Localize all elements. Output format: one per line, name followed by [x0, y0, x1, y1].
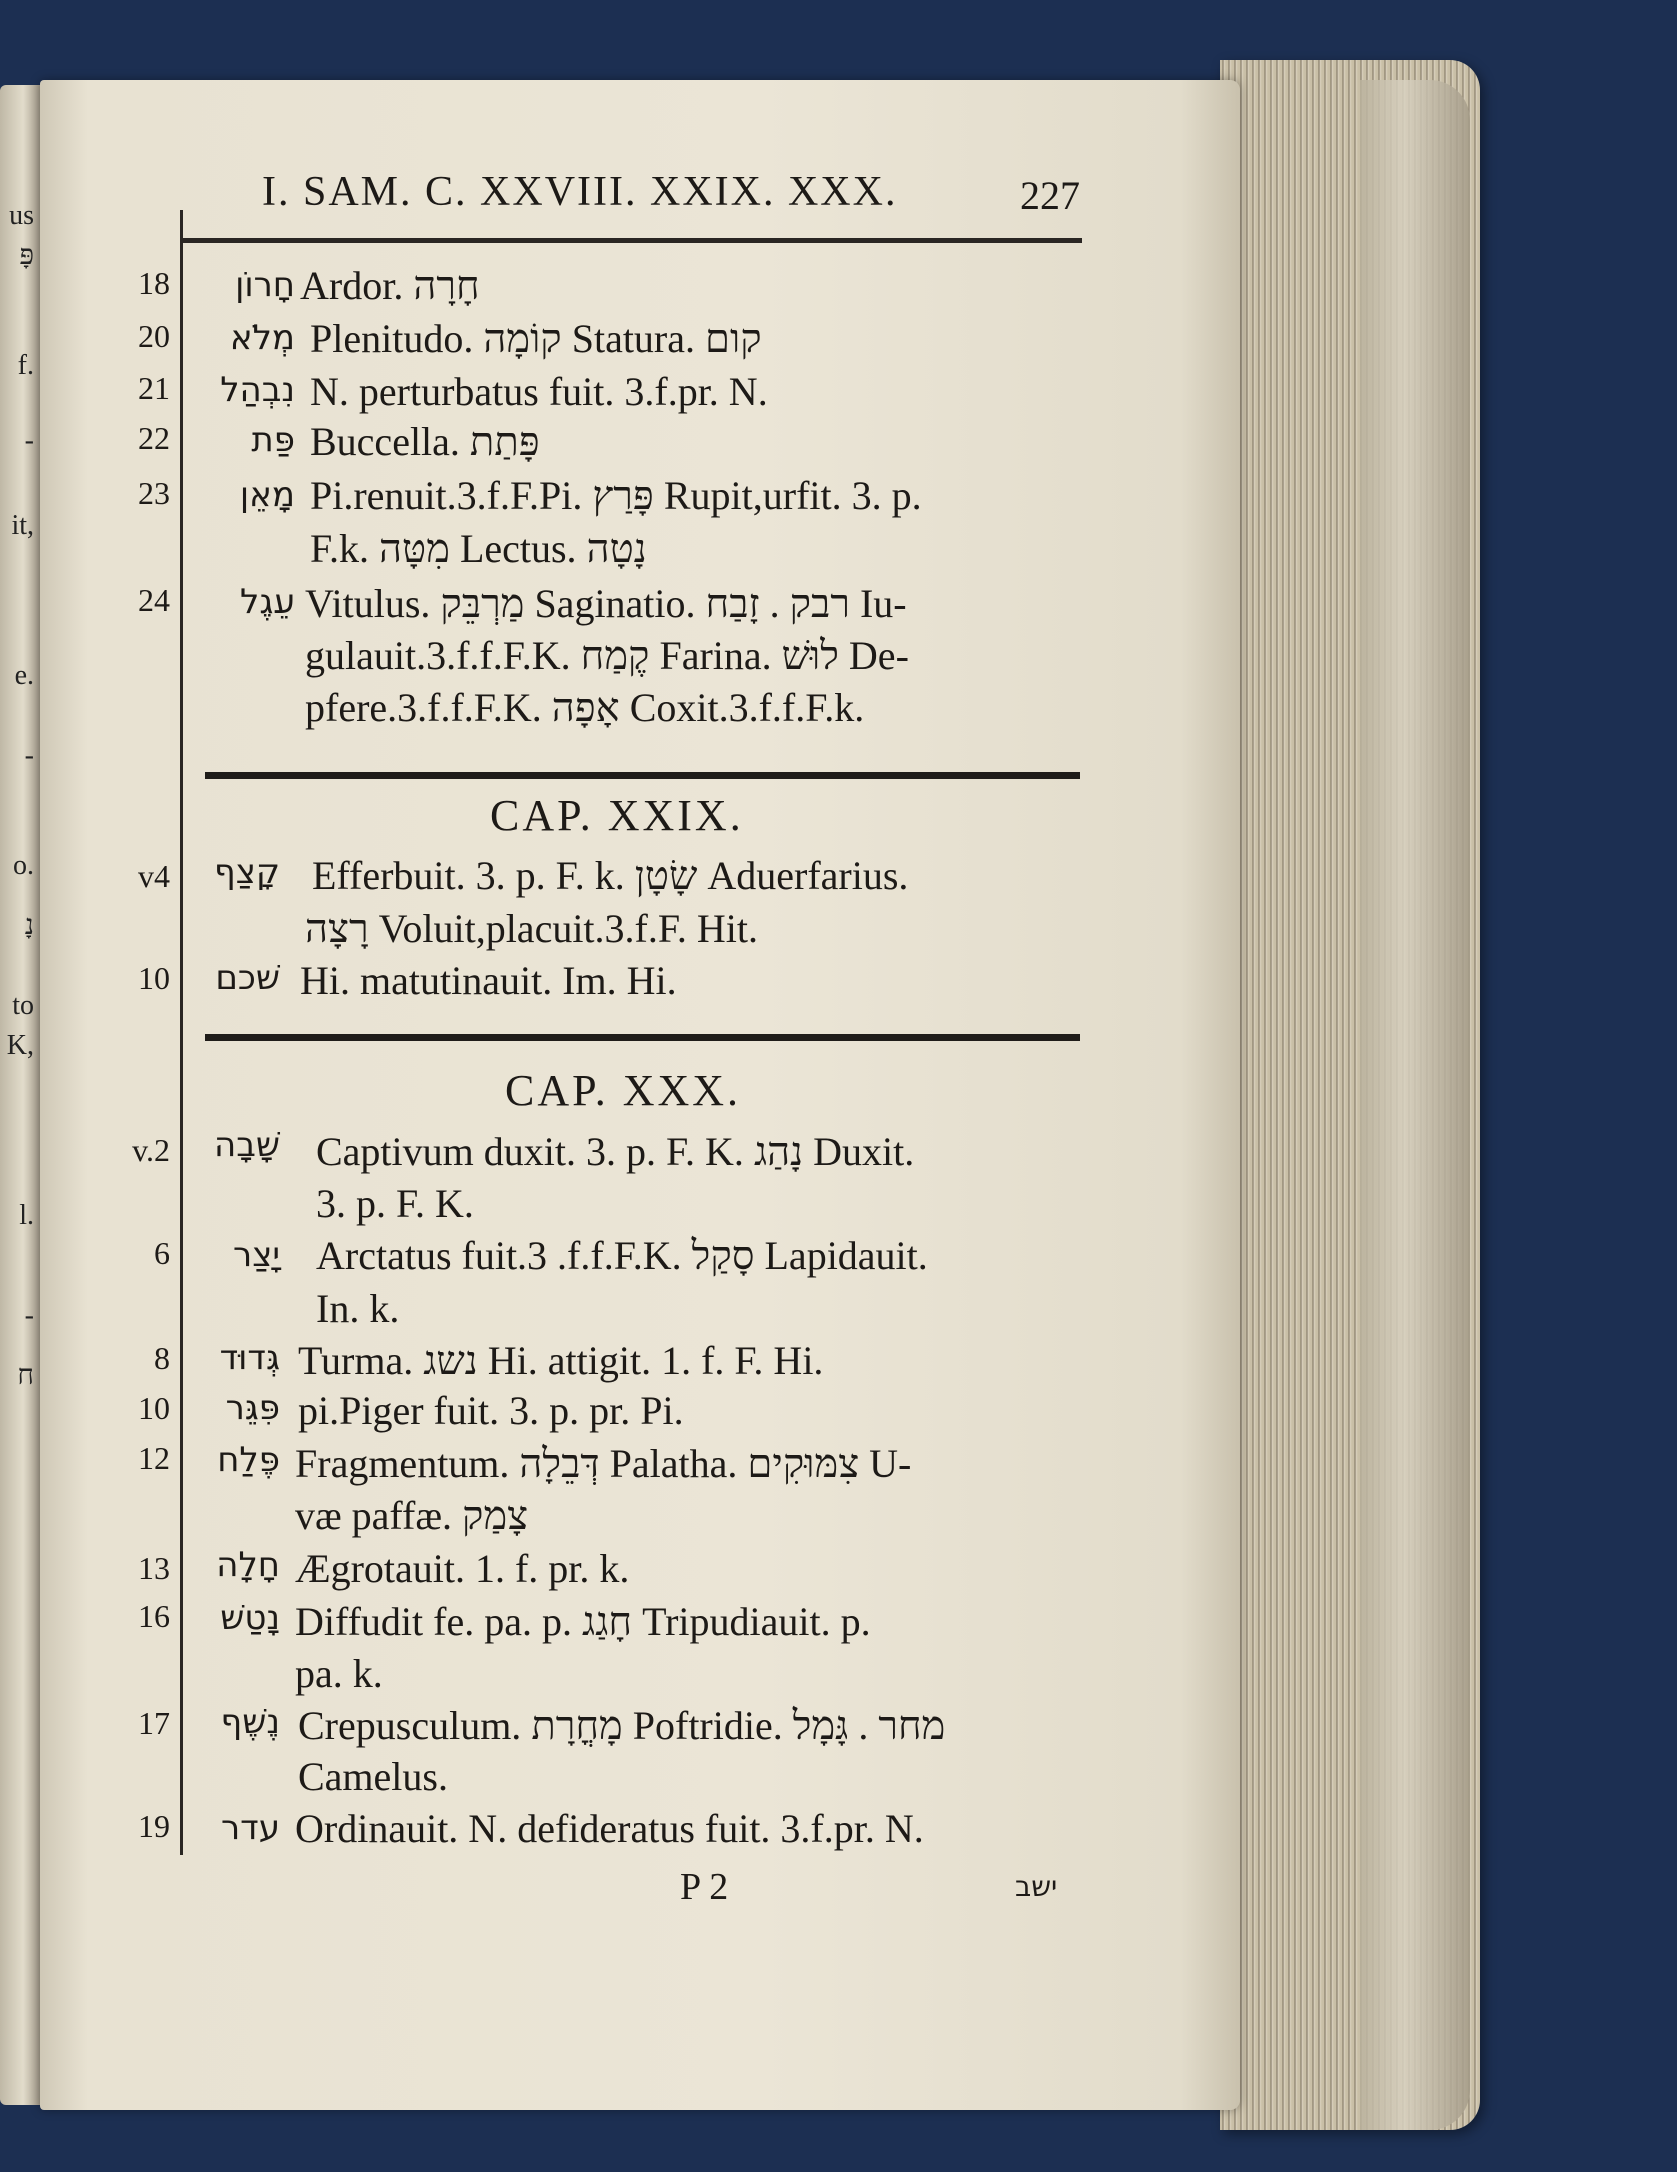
chapter-30-heading: CAP. XXX. [505, 1066, 742, 1115]
hebrew-headword: פֶּלַח [217, 1440, 280, 1480]
verse-number: v.2 [132, 1132, 170, 1168]
verse-number: 12 [138, 1440, 170, 1476]
verse-number: 19 [138, 1808, 170, 1844]
fragment: e. [14, 660, 34, 691]
hebrew-headword: פַּת [251, 420, 295, 460]
fragment: - [24, 740, 34, 771]
hebrew-headword: שׁכם [215, 958, 280, 998]
verse-number: 20 [138, 318, 170, 354]
gloss-line: 3. p. F. K. [316, 1181, 474, 1226]
hebrew-headword: יָצַר [233, 1235, 280, 1275]
fragment: it, [11, 510, 34, 541]
verse-number: 16 [138, 1598, 170, 1634]
gloss-line: Camelus. [298, 1754, 448, 1799]
verse-number: 17 [138, 1705, 170, 1741]
hebrew-headword: עֵגֶל [240, 582, 295, 622]
gloss-line: pfere.3.f.f.F.K. אָפָה Coxit.3.f.f.F.k. [305, 685, 865, 730]
fragment: K, [6, 1030, 34, 1061]
verse-number: 22 [138, 420, 170, 456]
gloss-line: Ordinauit. N. defideratus fuit. 3.f.pr. N. [295, 1806, 924, 1851]
signature-mark: P 2 [680, 1866, 729, 1908]
gloss-line: In. k. [316, 1286, 400, 1331]
verse-number: 23 [138, 475, 170, 511]
header-rule [182, 238, 1082, 243]
hebrew-headword: שָׁבָה [214, 1125, 280, 1165]
fragment: - [24, 425, 34, 456]
catchword: ישב [1015, 1870, 1058, 1903]
gloss-line: gulauit.3.f.f.F.K. קֶמַח Farina. לוּשׁ De- [305, 633, 909, 678]
verse-number: 10 [138, 960, 170, 996]
gloss-line: Captivum duxit. 3. p. F. K. נָהַג Duxit. [316, 1129, 915, 1174]
verse-number: 6 [154, 1235, 170, 1271]
fragment: נָ [24, 910, 34, 941]
gloss-line: Buccella. פָּתַת [310, 419, 540, 464]
gloss-line: pi.Piger fuit. 3. p. pr. Pi. [298, 1388, 684, 1433]
verse-number: v4 [138, 858, 170, 894]
hebrew-headword: גְּדוּד [219, 1338, 280, 1378]
hebrew-headword: נֶשֶׁף [220, 1702, 280, 1742]
gloss-line: Vitulus. מַרְבֵּק Saginatio. רבק . זָבַח Iu- [305, 581, 907, 626]
gloss-line: Plenitudo. קוֹמָה Statura. קום [310, 316, 762, 361]
gloss-line: F.k. מִטָּה Lectus. נָטָה [310, 526, 647, 571]
fragment: to [12, 990, 34, 1021]
fragment: l. [19, 1200, 34, 1231]
gloss-line: N. perturbatus fuit. 3.f.pr. N. [310, 369, 768, 414]
hebrew-headword: מְלֹא [229, 318, 295, 358]
hebrew-headword: פִּגֵּר [225, 1388, 280, 1428]
gloss-line: Hi. matutinauit. Im. Hi. [300, 958, 677, 1003]
gloss-line: Fragmentum. דְּבֵלָה Palatha. צִמּוּקִים U- [295, 1441, 912, 1486]
fragment: o. [13, 850, 34, 881]
hebrew-headword: נָטַשׁ [220, 1598, 280, 1638]
chapter-29-heading: CAP. XXIX. [490, 791, 744, 840]
gloss-line: Efferbuit. 3. p. F. k. שָׂטָן Aduerfarius. [312, 853, 909, 898]
fragment: ח [17, 1360, 34, 1391]
verse-number: 18 [138, 265, 170, 301]
gloss-line: Diffudit fe. pa. p. חָגַג Tripudiauit. p. [295, 1599, 871, 1644]
gloss-line: Arctatus fuit.3 .f.f.F.K. סָקַל Lapidauit. [316, 1233, 928, 1278]
verse-number: 10 [138, 1390, 170, 1426]
fragment: f. [17, 350, 34, 381]
verse-number: 13 [138, 1550, 170, 1586]
chapter-separator-rule [205, 772, 1080, 779]
gloss-line: Ardor. חָרָה [300, 263, 480, 308]
verse-number: 8 [154, 1340, 170, 1376]
fragment: - [24, 1300, 34, 1331]
gloss-line: Ægrotauit. 1. f. pr. k. [295, 1546, 630, 1591]
verse-number: 21 [138, 370, 170, 406]
gloss-line: væ paffæ. צָמַק [295, 1493, 529, 1538]
verse-number: 24 [138, 582, 170, 618]
running-head: I. SAM. C. XXVIII. XXIX. XXX. [262, 169, 898, 215]
hebrew-headword: נִבְהַל [220, 370, 295, 410]
hebrew-headword: עדר [220, 1808, 280, 1848]
gloss-line: רָצָה Voluit,placuit.3.f.F. Hit. [305, 906, 759, 951]
gloss-line: Crepusculum. מָחֳרָת Poftridie. מחר . גָּמָל [298, 1703, 946, 1748]
hebrew-headword: חָלָה [216, 1545, 280, 1585]
gloss-line: Turma. נשג Hi. attigit. 1. f. F. Hi. [298, 1338, 824, 1383]
hebrew-headword: קָצַף [213, 852, 280, 892]
fragment: פָּ [19, 240, 34, 271]
hebrew-headword: חָרוֹן [235, 265, 295, 305]
gloss-line: pa. k. [295, 1651, 383, 1696]
hebrew-headword: מָאֵן [239, 475, 295, 515]
page-number: 227 [1020, 173, 1080, 218]
fragment: us [9, 200, 34, 231]
gloss-line: Pi.renuit.3.f.F.Pi. פָּרַץ Rupit,urfit. 3. p. [310, 473, 922, 518]
chapter-separator-rule [205, 1034, 1080, 1041]
